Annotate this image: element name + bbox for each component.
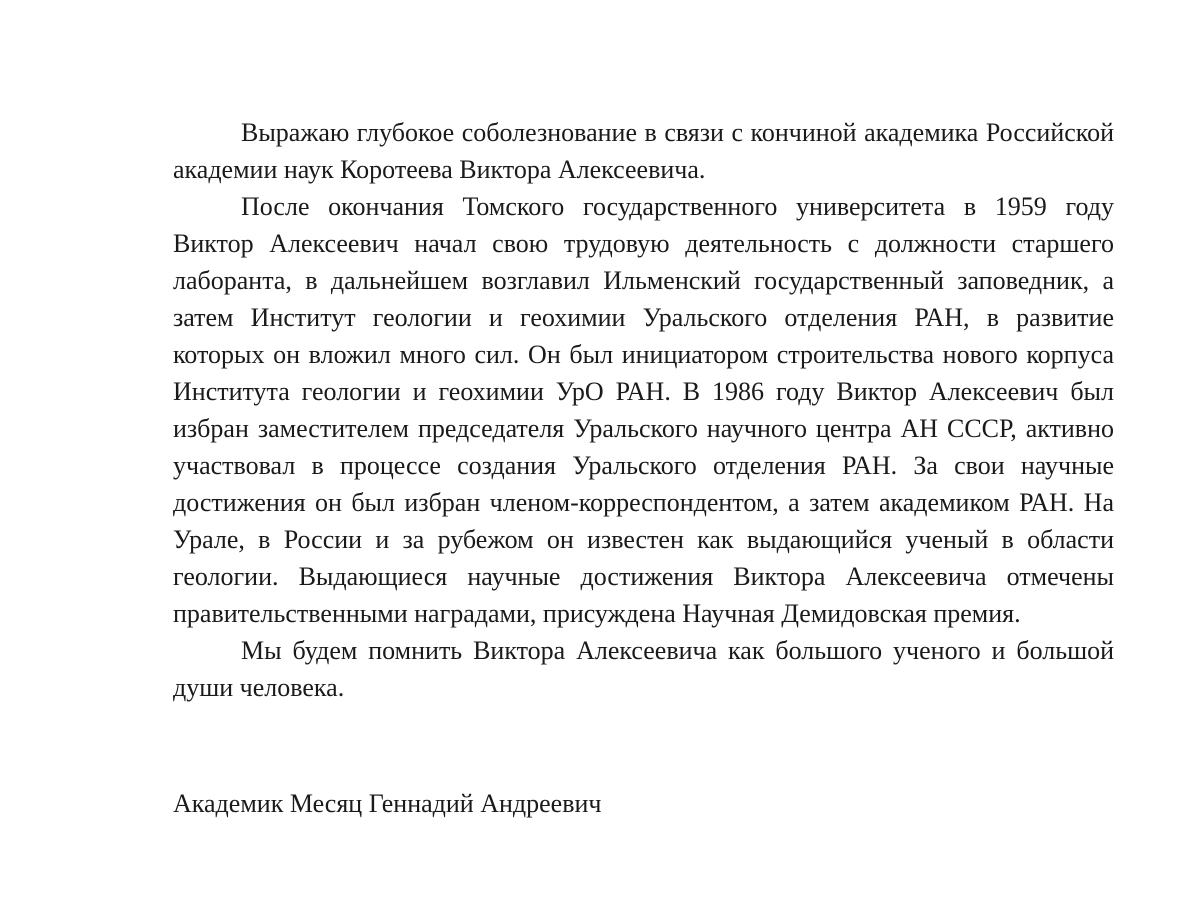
condolence-text	[173, 114, 1114, 706]
signature: Академик Месяц Геннадий Андреевич	[173, 789, 602, 818]
paragraph-condolence: Выражаю глубокое соболезнование в связи с кончиной академика Российской академии наук Коротеева Виктора Алексеевича.	[173, 118, 1114, 184]
paragraph-remembrance: Мы будем помнить Виктора Алексеевича как большого ученого и большой души человека.	[173, 636, 1114, 702]
paragraph-biography: После окончания Томского государственного университета в 1959 году Виктор Алексеевич начал свою трудовую деятельность с должности старшего лаборанта, в дальнейшем возглавил Ильменский государственный заповедник, а затем Институт геологии и геохимии Уральского отделения РАН, в развитие которых он вложил много сил. Он был инициатором строительства нового корпуса Института геологии и геохимии УрО РАН. В 1986 году Виктор Алексеевич был избран заместителем председателя Уральского научного центра АН СССР, активно участвовал в процессе создания Уральского отделения РАН. За свои научные достижения он был избран членом-корреспондентом, а затем академиком РАН. На Урале, в России и за рубежом он известен как выдающийся ученый в области геологии. Выдающиеся научные достижения Виктора Алексеевича отмечены правительственными наградами, присуждена Научная Демидовская премия.	[173, 192, 1114, 628]
